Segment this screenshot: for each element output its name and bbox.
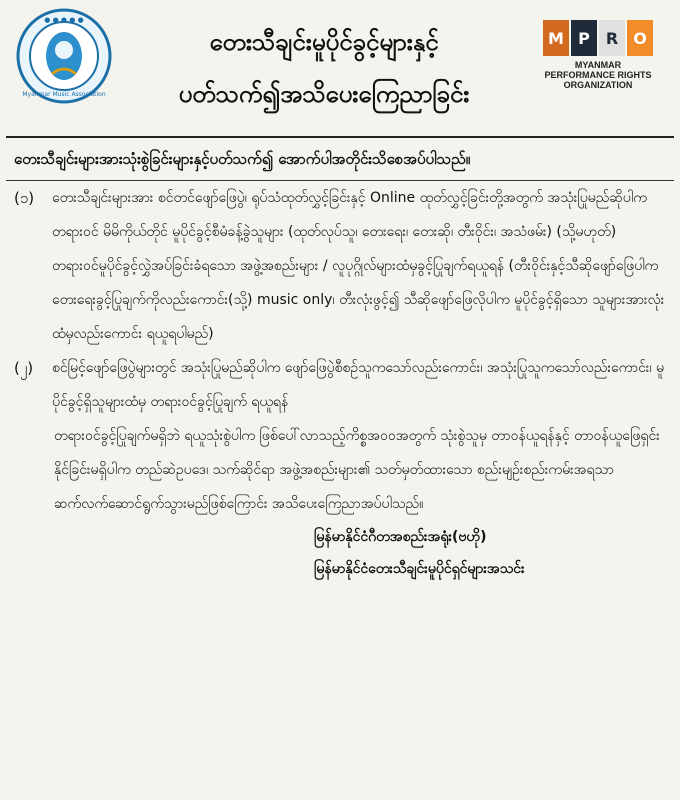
signature-line-1: မြန်မာနိုင်ငံဂီတအစည်းအရုံး(ဗဟို) bbox=[314, 529, 487, 545]
clause-2-text: စင်မြင့်ဖျော်ဖြေပွဲများတွင် အသုံးပြုမည်ဆိုပါက ဖျော်ဖြေပွဲစီစဉ်သူကသော်လည်းကောင်း၊ အသုံးပြုသူကသော်လည်းကောင်း၊ မူပိုင်ခွင့်ရှိသူများထံမှ တရားဝင်ခွင့်ပြုချက် ရယူရန် bbox=[52, 360, 665, 410]
signature-block bbox=[6, 521, 674, 585]
mpro-letter-o: O bbox=[627, 20, 653, 56]
mpro-mark bbox=[538, 20, 658, 56]
music-association-seal-icon bbox=[16, 8, 112, 104]
document-header bbox=[6, 4, 674, 138]
mpro-letter-m: M bbox=[543, 20, 569, 56]
mpro-text-line-3: ORGANIZATION bbox=[563, 80, 633, 90]
mpro-logo bbox=[538, 12, 658, 104]
svg-text:● ● ● ● ●: ● ● ● ● ● bbox=[44, 16, 84, 24]
closing-paragraph: တရားဝင်ခွင့်ပြုချက်မရှိဘဲ ရယူသုံးစွဲပါက ဖြစ်ပေါ်လာသည့်ကိစ္စအဝဝအတွက် သုံးစွဲသူမှ တာဝန်ယူရန်နှင့် တာဝန်ယူဖြေရှင်းနိုင်ခြင်းမရှိပါက တည်ဆဲဥပဒေ၊ သက်ဆိုင်ရာ အဖွဲ့အစည်းများ၏ သတ်မှတ်ထားသော စည်းမျဉ်းစည်းကမ်းအရသာ ဆက်လက်ဆောင်ရွက်သွားမည်ဖြစ်ကြောင်း အသိပေးကြေညာအပ်ပါသည်။ bbox=[54, 428, 660, 512]
title-line-2: ပတ်သက်၍အသိပေးကြေညာခြင်း bbox=[178, 80, 470, 108]
clause-1-number: (၁) bbox=[14, 189, 35, 207]
mpro-letter-r: R bbox=[599, 20, 625, 56]
notice-subheading: တေးသီချင်းများအားသုံးစွဲခြင်းများနှင့်ပတ်သက်၍ အောက်ပါအတိုင်းသိစေအပ်ပါသည်။ bbox=[6, 138, 674, 181]
clause-2-number: (၂) bbox=[14, 359, 34, 377]
title-line-1: တေးသီချင်းမူပိုင်ခွင့်များနှင့် bbox=[209, 28, 439, 56]
mpro-letter-p: P bbox=[571, 20, 597, 56]
left-logo-caption: Myanmar Music Association bbox=[22, 91, 106, 98]
clause-1 bbox=[6, 181, 674, 351]
mpro-text bbox=[538, 60, 658, 90]
music-association-logo bbox=[16, 8, 112, 104]
signature-line-2: မြန်မာနိုင်ငံတေးသီချင်းမူပိုင်ရှင်များအသင်း bbox=[314, 561, 525, 577]
clause-2 bbox=[6, 351, 674, 419]
clause-1-text: တေးသီချင်းများအား စင်တင်ဖျော်ဖြေပွဲ၊ ရုပ်သံထုတ်လွှင့်ခြင်းနှင့် Online ထုတ်လွှင့်ခြင်းတို့အတွက် အသုံးပြုမည်ဆိုပါက တရားဝင် မိမိကိုယ်တိုင် မူပိုင်ခွင့်စီမံခန့်ခွဲသူများ (ထုတ်လုပ်သူ၊ တေးရေး၊ တေးဆို၊ တီးဝိုင်း၊ အသံဖမ်း) (သို့မဟုတ်) တရားဝင်မူပိုင်ခွင့်လွှဲအပ်ခြင်းခံရသော အဖွဲ့အစည်းများ / လူပုဂ္ဂိုလ်များထံမှခွင့်ပြုချက်ရယူရန် (တီးဝိုင်းနှင့်သီဆိုဖျော်ဖြေပါက တေးရေးခွင့်ပြုချက်ကိုလည်းကောင်း(သို့) music only၊ တီးလုံးဖွင့်၍ သီဆိုဖျော်ဖြေလိုပါက မူပိုင်ခွင့်ရှိသော သူများအားလုံးထံမှလည်းကောင်း ရယူရပါမည်) bbox=[52, 190, 665, 342]
mpro-text-line-1: MYANMAR bbox=[574, 60, 622, 70]
mpro-text-line-2: PERFORMANCE RIGHTS bbox=[544, 70, 652, 80]
